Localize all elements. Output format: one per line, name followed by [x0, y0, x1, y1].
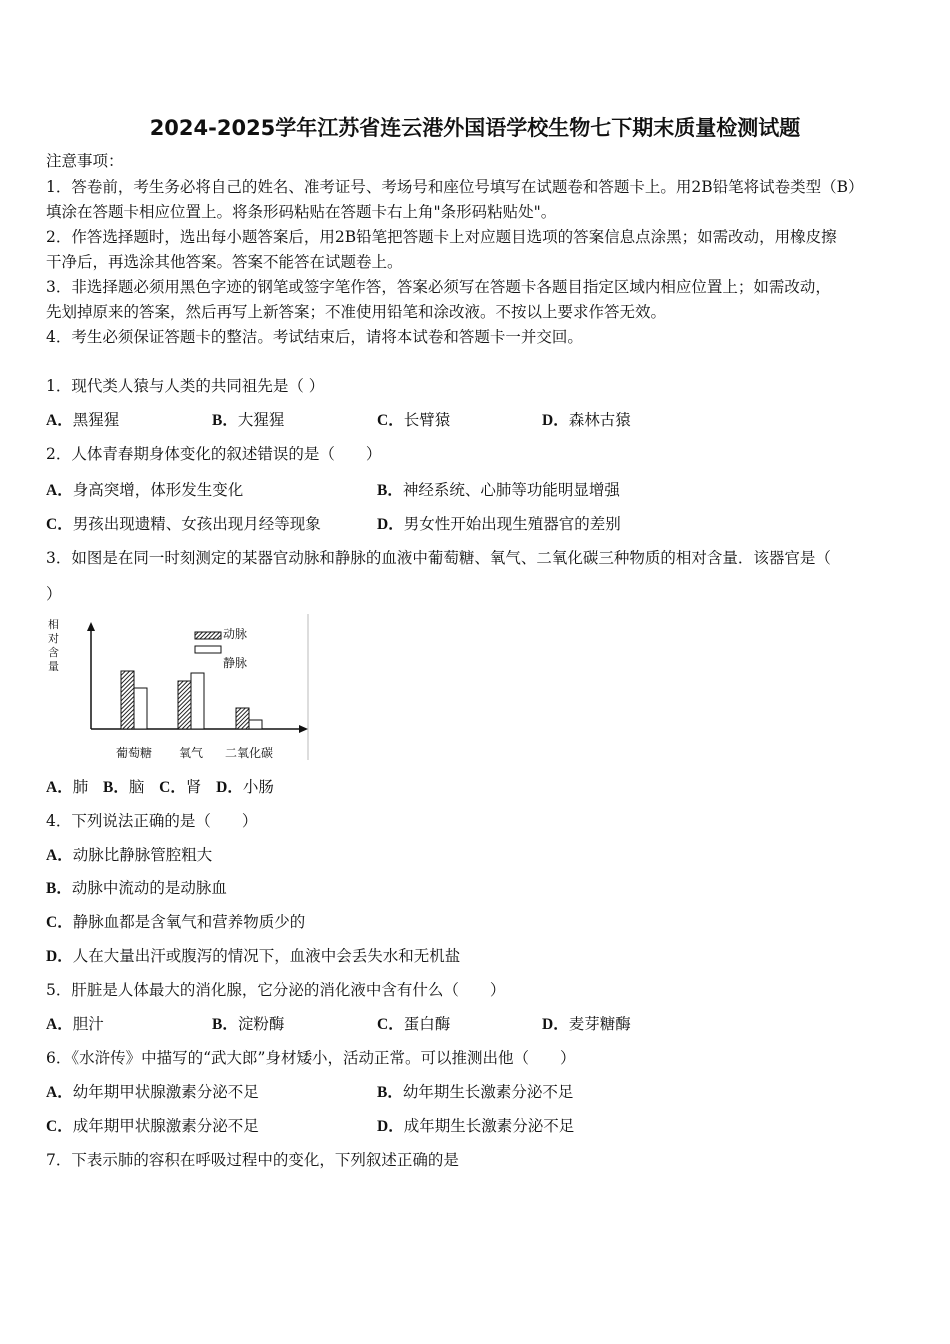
q3-bar-chart: [46, 614, 310, 762]
chart-x-labels: [116, 745, 273, 760]
y-axis-arrow: [87, 622, 95, 631]
page-title: 2024-2025学年江苏省连云港外国语学校生物七下期末质量检测试题: [149, 116, 801, 140]
notice-line: 4．考生必须保证答题卡的整洁。考试结束后，请将本试卷和答题卡一并交回。: [46, 328, 583, 346]
bar-vein-2: [249, 720, 262, 729]
y-axis-label: 相对含量: [48, 618, 59, 673]
q4-option-d: D．人在大量出汗或腹泻的情况下，血液中会丢失水和无机盐: [46, 947, 461, 965]
q2-stem: 2．人体青春期身体变化的叙述错误的是（ ）: [46, 445, 382, 463]
x-tick-label: 葡萄糖: [115, 746, 153, 760]
q5-option-a: A．胆汁: [46, 1015, 104, 1033]
q4-option-c: C．静脉血都是含氧气和营养物质少的: [46, 913, 306, 931]
bar-artery-0: [121, 671, 134, 729]
notice-line: 1．答卷前，考生务必将自己的姓名、准考证号、考场号和座位号填写在试题卷和答题卡上。用2B铅笔将试卷类型（B）: [46, 178, 864, 196]
q6-option-a: A．幼年期甲状腺激素分泌不足: [46, 1083, 259, 1101]
bar-vein-0: [134, 688, 147, 729]
legend-label-vein: 静脉: [223, 656, 248, 670]
q2-option-d: D．男女性开始出现生殖器官的差别: [377, 515, 621, 533]
legend-swatch-artery: [195, 632, 221, 639]
q3-stem: 3．如图是在同一时刻测定的某器官动脉和静脉的血液中葡萄糖、氧气、二氧化碳三种物质的相对含量．该器官是（: [46, 549, 831, 567]
legend-label-artery: 动脉: [223, 627, 248, 641]
q1-option-d: D．森林古猿: [542, 411, 631, 429]
x-axis-arrow: [299, 725, 308, 733]
bar-artery-2: [236, 708, 249, 729]
q4-option-b: B．动脉中流动的是动脉血: [46, 879, 227, 897]
q6-option-d: D．成年期生长激素分泌不足: [377, 1117, 575, 1135]
q6-stem: 6．《水浒传》中描写的“武大郎”身材矮小，活动正常。可以推测出他（ ）: [46, 1049, 576, 1067]
notice-line: 填涂在答题卡相应位置上。将条形码粘贴在答题卡右上角"条形码粘贴处"。: [46, 203, 557, 221]
q6-option-b: B．幼年期生长激素分泌不足: [377, 1083, 574, 1101]
notice-heading: 注意事项：: [46, 152, 124, 170]
q3-stem-end: ）: [46, 585, 62, 603]
x-tick-label: 氧气: [178, 746, 204, 760]
q7-stem: 7．下表示肺的容积在呼吸过程中的变化，下列叙述正确的是: [46, 1151, 459, 1169]
q3-options: A．肺 B．脑 C．肾 D．小肠: [46, 778, 274, 796]
notice-line: 3．非选择题必须用黑色字迹的钢笔或签字笔作答，答案必须写在答题卡各题目指定区域内相应位置上；如需改动，: [46, 278, 831, 296]
bar-vein-1: [191, 673, 204, 729]
q2-option-b: B．神经系统、心肺等功能明显增强: [377, 481, 620, 499]
q2-option-c: C．男孩出现遗精、女孩出现月经等现象: [46, 515, 321, 533]
legend-swatch-vein: [195, 646, 221, 653]
q2-option-a: A．身高突增，体形发生变化: [46, 481, 244, 499]
notice-line: 2．作答选择题时，选出每小题答案后，用2B铅笔把答题卡上对应题目选项的答案信息点涂黑；如需改动，用橡皮擦: [46, 228, 837, 246]
q5-option-d: D．麦芽糖酶: [542, 1015, 631, 1033]
notice-line: 先划掉原来的答案，然后再写上新答案；不准使用铅笔和涂改液。不按以上要求作答无效。: [46, 303, 667, 321]
q1-stem: 1．现代类人猿与人类的共同祖先是（ ）: [46, 377, 325, 395]
q4-stem: 4．下列说法正确的是（ ）: [46, 812, 258, 830]
q5-option-b: B．淀粉酶: [212, 1015, 285, 1033]
chart-bars: [121, 671, 262, 729]
q1-option-a: A．黑猩猩: [46, 411, 120, 429]
q5-option-c: C．蛋白酶: [377, 1015, 451, 1033]
bar-artery-1: [178, 681, 191, 729]
q6-option-c: C．成年期甲状腺激素分泌不足: [46, 1117, 259, 1135]
q5-stem: 5．肝脏是人体最大的消化腺，它分泌的消化液中含有什么（ ）: [46, 981, 506, 999]
chart-ylabel: [48, 617, 59, 673]
q1-option-c: C．长臂猿: [377, 411, 451, 429]
notice-line: 干净后，再选涂其他答案。答案不能答在试题卷上。: [46, 253, 403, 271]
q4-option-a: A．动脉比静脉管腔粗大: [46, 846, 213, 864]
x-tick-label: 二氧化碳: [224, 746, 274, 760]
q1-option-b: B．大猩猩: [212, 411, 285, 429]
